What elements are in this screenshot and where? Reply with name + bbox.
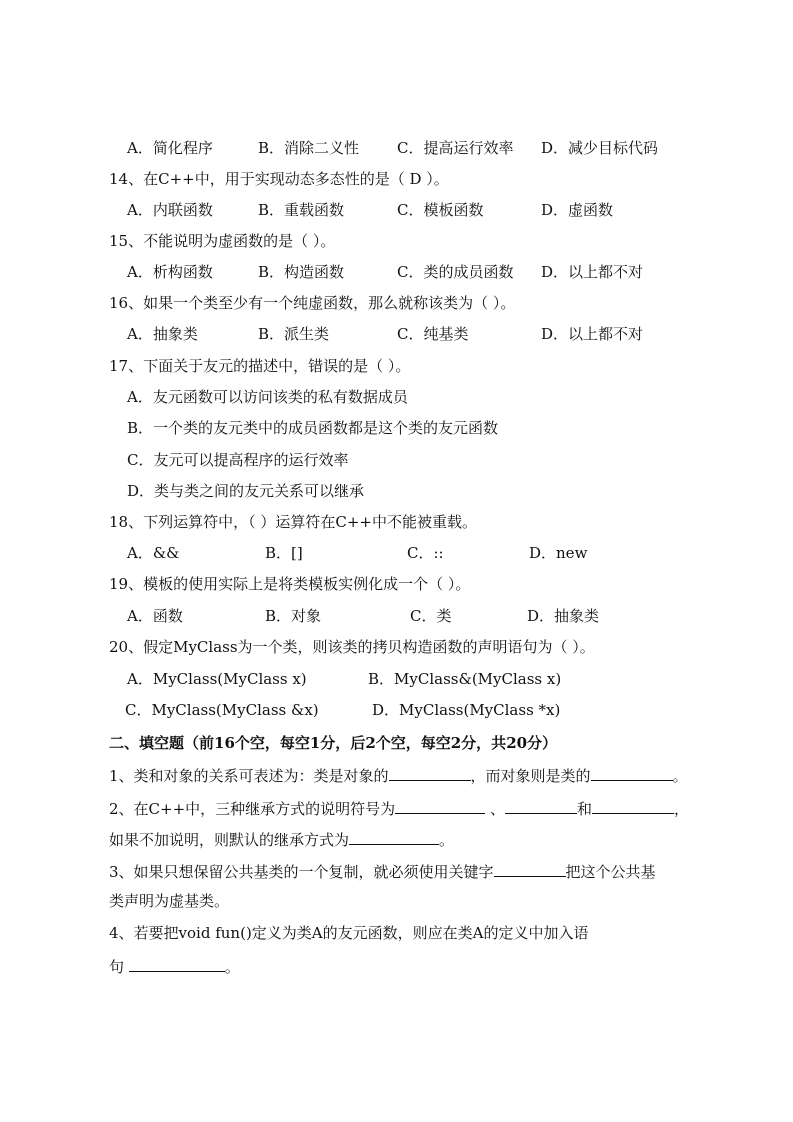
q15-option-b: B．构造函数 — [258, 263, 345, 281]
q14-option-d: D．虚函数 — [541, 201, 614, 219]
q13-option-a: A．简化程序 — [127, 139, 213, 157]
q16-option-c: C．纯基类 — [397, 325, 469, 343]
fill4-text-2: 。 — [224, 958, 240, 976]
fill-question-3 — [109, 860, 656, 882]
q16-option-b: B．派生类 — [258, 325, 330, 343]
fill3-blank-1 — [494, 860, 566, 877]
q20-option-a: A．MyClass(MyClass x) — [127, 670, 307, 688]
section-heading: 二、填空题（前16个空，每空1分，后2个空，每空2分，共20分） — [109, 734, 558, 752]
q16-stem: 16、如果一个类至少有一个纯虚函数，那么就称该类为（ ）。 — [109, 294, 516, 312]
q13-option-b: B．消除二义性 — [258, 139, 360, 157]
q17-option-b: B．一个类的友元类中的成员函数都是这个类的友元函数 — [127, 419, 499, 437]
fill-question-1 — [109, 764, 688, 786]
q20-option-b: B．MyClass&(MyClass x) — [368, 670, 562, 688]
q19-option-c: C．类 — [410, 607, 452, 625]
fill3-text-2: 把这个公共基 — [565, 863, 656, 881]
q16-option-a: A．抽象类 — [127, 325, 198, 343]
q19-option-a: A．函数 — [127, 607, 183, 625]
q19-option-d: D．抽象类 — [527, 607, 600, 625]
q14-option-a: A．内联函数 — [127, 201, 213, 219]
q18-option-a: A．&& — [127, 544, 180, 562]
fill2-blank-3 — [592, 797, 674, 814]
q20-option-d: D．MyClass(MyClass *x) — [372, 701, 561, 719]
q15-option-c: C．类的成员函数 — [397, 263, 514, 281]
fill2-blank-2 — [505, 797, 577, 814]
q17-option-c: C．友元可以提高程序的运行效率 — [127, 451, 349, 469]
fill-question-3-line-2: 类声明为虚基类。 — [109, 892, 230, 910]
fill1-blank-2 — [591, 764, 673, 781]
q17-option-d: D．类与类之间的友元关系可以继承 — [127, 482, 365, 500]
q20-stem: 20、假定MyClass为一个类，则该类的拷贝构造函数的声明语句为（ ）。 — [109, 638, 595, 656]
q13-option-c: C．提高运行效率 — [397, 139, 514, 157]
q18-stem: 18、下列运算符中，（ ）运算符在C++中不能被重载。 — [109, 513, 477, 531]
q14-option-c: C．模板函数 — [397, 201, 484, 219]
q20-option-c: C．MyClass(MyClass &x) — [125, 701, 319, 719]
fill1-blank-1 — [389, 764, 471, 781]
q18-option-d: D．new — [529, 544, 588, 562]
fill-question-4-line-2 — [109, 955, 240, 977]
fill2-text-3: 和 — [576, 800, 592, 818]
fill2-text-5: 如果不加说明，则默认的继承方式为 — [109, 831, 350, 849]
q14-option-b: B．重载函数 — [258, 201, 345, 219]
fill2-text-1: 2、在C++中，三种继承方式的说明符号为 — [109, 800, 396, 818]
fill2-blank-4 — [349, 828, 439, 845]
q18-option-b: B．[] — [265, 544, 303, 562]
fill1-text-3: 。 — [672, 767, 688, 785]
fill2-blank-1 — [395, 797, 485, 814]
fill2-text-4: ， — [673, 800, 689, 818]
q19-stem: 19、模板的使用实际上是将类模板实例化成一个（ ）。 — [109, 575, 471, 593]
q15-stem: 15、不能说明为虚函数的是（ ）。 — [109, 232, 336, 250]
fill2-text-2: 、 — [485, 800, 505, 818]
q17-option-a: A．友元函数可以访问该类的私有数据成员 — [127, 388, 408, 406]
q18-option-c: C．:: — [407, 544, 444, 562]
fill4-text-1: 句 — [109, 958, 129, 976]
q16-option-d: D．以上都不对 — [541, 325, 644, 343]
fill-question-4: 4、若要把void fun()定义为类A的友元函数，则应在类A的定义中加入语 — [109, 924, 589, 942]
fill-question-2 — [109, 797, 689, 819]
q13-option-d: D．减少目标代码 — [541, 139, 659, 157]
fill1-text-1: 1、类和对象的关系可表述为：类是对象的 — [109, 767, 389, 785]
fill-question-2-line-2 — [109, 828, 454, 850]
q17-stem: 17、下面关于友元的描述中，错误的是（ ）。 — [109, 357, 411, 375]
fill3-text-1: 3、如果只想保留公共基类的一个复制，就必须使用关键字 — [109, 863, 494, 881]
fill1-text-2: ，而对象则是类的 — [470, 767, 591, 785]
q19-option-b: B．对象 — [265, 607, 322, 625]
fill2-text-6: 。 — [439, 831, 455, 849]
q15-option-a: A．析构函数 — [127, 263, 213, 281]
q14-stem: 14、在C++中，用于实现动态多态性的是（ D ）。 — [109, 170, 449, 188]
fill4-blank-1 — [129, 955, 225, 972]
q15-option-d: D．以上都不对 — [541, 263, 644, 281]
